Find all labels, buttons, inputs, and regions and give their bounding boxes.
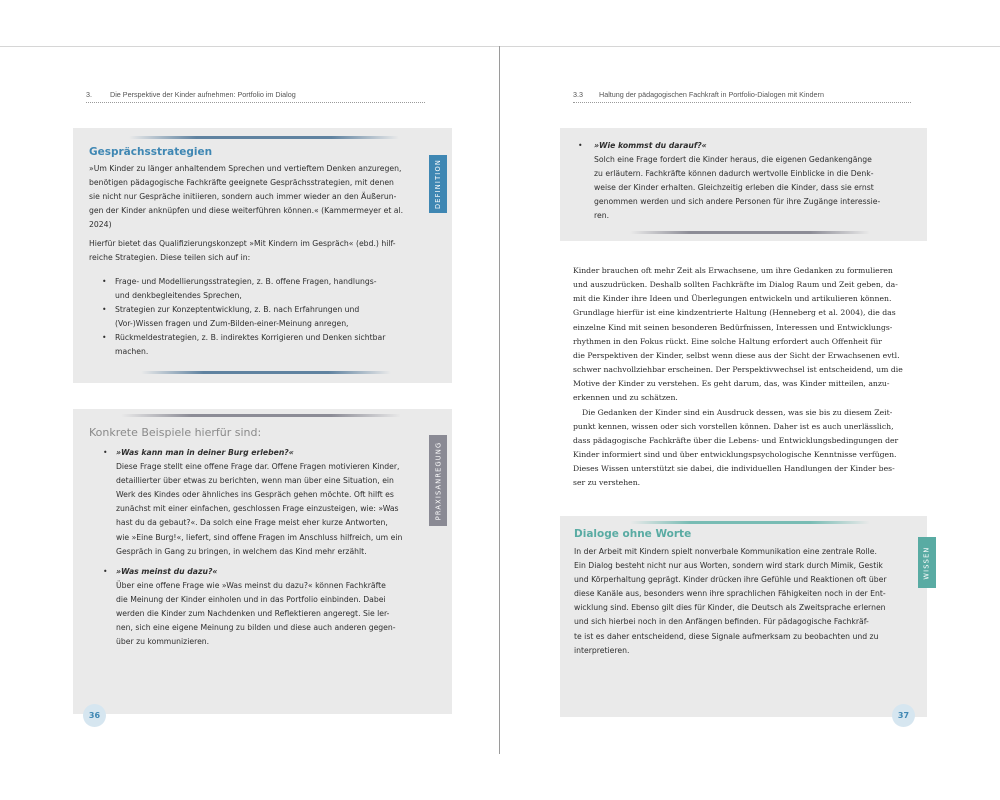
text-line: • Rückmeldestrategien, z. B. indirektes Korrigieren und Denken sichtbar <box>115 333 386 343</box>
list-item <box>101 565 402 650</box>
text-line: 2024) <box>89 220 112 230</box>
list-item <box>100 303 385 331</box>
practice-title: Konkrete Beispiele hierfür sind: <box>89 426 262 439</box>
continued-example <box>574 139 880 224</box>
text-line: und Körperhaltung geprägt. Kinder drücken ihre Gefühle und Reaktionen oft über <box>574 575 887 585</box>
list-item <box>574 139 880 224</box>
text-line: In der Arbeit mit Kindern spielt nonverbale Kommunikation eine zentrale Rolle. <box>574 547 877 556</box>
text-line: »Um Kinder zu länger anhaltendem Sprechen und vertieftem Denken anzuregen, <box>89 164 402 173</box>
text-line: detaillierter über etwas zu berichten, wenn man über eine Situation, ein <box>116 476 394 486</box>
practice-tag <box>429 435 447 526</box>
knowledge-box <box>560 516 927 717</box>
text-line: reiche Strategien. Diese teilen sich auf in: <box>89 253 251 263</box>
text-line: Grundlage hierfür ist eine kindzentrierte Haltung (Henneberg et al. 2004), die das <box>573 308 896 318</box>
practice-box <box>73 409 452 714</box>
text-line: (Vor-)Wissen fragen und Zum-Bilden-einer-Meinung anregen, <box>115 319 349 329</box>
text-line: einzelne Kind mit seinen besonderen Bedürfnissen, Interessen und Entwicklungs- <box>573 322 893 332</box>
text-line: zunächst mit einer einfachen, geschlossen Frage einzusteigen, wie: »Was <box>116 504 399 514</box>
decorative-rule <box>121 414 401 417</box>
text-line: zu erläutern. Fachkräfte können dadurch wertvolle Einblicke in die Denk- <box>594 169 874 179</box>
decorative-rule <box>630 521 870 524</box>
example-question: • »Wie kommst du darauf?« <box>594 141 707 150</box>
section-number: 3.3 <box>573 90 583 99</box>
text-line: und denkbegleitendes Sprechen, <box>115 291 242 301</box>
definition-quote <box>89 162 403 232</box>
text-line: machen. <box>115 347 149 357</box>
text-line: über zu kommunizieren. <box>116 637 210 647</box>
list-item <box>100 331 385 359</box>
example-list <box>101 446 402 649</box>
text-line: hast du da gebaut?«. Da solch eine Frage meist eher kurze Antworten, <box>116 518 388 528</box>
text-line: benötigen pädagogische Fachkräfte geeignete Gesprächsstrategien, mit denen <box>89 178 394 188</box>
definition-box <box>73 128 452 383</box>
text-line: die Meinung der Kinder einholen und in das Portfolio einbinden. Dabei <box>116 594 386 604</box>
text-line: ser zu verstehen. <box>573 478 641 488</box>
tag-label: DEFINITION <box>434 159 443 209</box>
text-line: Diese Frage stellt eine offene Frage dar. Offene Fragen motivieren Kinder, <box>116 462 400 472</box>
tag-label: WISSEN <box>923 545 932 580</box>
strategy-list <box>100 275 385 360</box>
text-line: ren. <box>594 211 610 221</box>
text-line: nen, sich eine eigene Meinung zu bilden und diese auch anderen gegen- <box>116 623 396 633</box>
running-head-right <box>573 90 911 103</box>
text-line: Werk des Kindes oder ähnliches ins Gespräch gehen möchte. Oft hilft es <box>116 490 394 500</box>
list-item <box>100 275 385 303</box>
text-line: Die Gedanken der Kinder sind ein Ausdruck dessen, was sie bis zu diesem Zeit- <box>582 407 893 417</box>
text-line: • Strategien zur Konzeptentwicklung, z. B. nach Erfahrungen und <box>115 305 360 315</box>
page-number-left: 36 <box>83 704 106 727</box>
text-line: diese Kanäle aus, besonders wenn ihre sprachlichen Fähigkeiten noch in der Ent- <box>574 589 886 599</box>
text-line: wie »Eine Burg!«, liefert, sind offene Fragen im Anschluss hilfreich, um ein <box>116 532 403 542</box>
page-number-right: 37 <box>892 704 915 727</box>
knowledge-text <box>574 545 887 658</box>
definition-title: Gesprächsstrategien <box>89 146 213 158</box>
body-text <box>573 264 903 491</box>
text-line: Kinder brauchen oft mehr Zeit als Erwachsene, um ihre Gedanken zu formulieren <box>573 266 893 275</box>
chapter-title: Die Perspektive der Kinder aufnehmen: Portfolio im Dialog <box>110 90 296 99</box>
list-item <box>101 446 402 559</box>
knowledge-tag <box>918 537 936 588</box>
example-question: • »Was meinst du dazu?« <box>116 566 218 576</box>
example-question: • »Was kann man in deiner Burg erleben?« <box>116 448 294 457</box>
decorative-rule <box>129 136 399 139</box>
text-line: weise der Kinder erhalten. Gleichzeitig erleben die Kinder, dass sie ernst <box>594 183 874 193</box>
chapter-number: 3. <box>86 90 92 99</box>
text-line: Motive der Kinder zu verstehen. Es geht darum, das, was Kinder mitteilen, anzu- <box>573 379 890 389</box>
text-line: gen der Kinder anknüpfen und diese weiterführen können.« (Kammermeyer et al. <box>89 206 404 216</box>
text-line: • Frage- und Modellierungsstrategien, z. B. offene Fragen, handlungs- <box>115 277 377 286</box>
text-line: mit die Kinder ihre Ideen und Überlegungen entwickeln und artikulieren können. <box>573 294 892 304</box>
text-line: genommen werden und sich andere Personen für ihre Zugänge interessie- <box>594 197 881 207</box>
section-title: Haltung der pädagogischen Fachkraft in Portfolio-Dialogen mit Kindern <box>599 90 824 99</box>
text-line: und sich hierbei noch in den Anfängen befinden. Für pädagogische Fachkräf- <box>574 617 869 627</box>
text-line: sie nicht nur Gespräche initiieren, sondern auch immer wieder an den Äußerun- <box>89 192 397 202</box>
text-line: Dieses Wissen unterstützt sie dabei, die individuellen Handlungen der Kinder bes- <box>573 464 895 474</box>
decorative-rule <box>630 231 870 234</box>
text-line: Ein Dialog besteht nicht nur aus Worten, sondern wird stark durch Mimik, Gestik <box>574 561 883 571</box>
text-line: Kinder informiert sind und über entwicklungspsychologische Kenntnisse verfügen. <box>573 450 897 460</box>
definition-intro <box>89 237 396 265</box>
text-line: te ist es daher entscheidend, diese Signale aufmerksam zu beobachten und zu <box>574 631 879 641</box>
text-line: werden die Kinder zum Nachdenken und Reflektieren angeregt. Sie ler- <box>116 609 390 619</box>
text-line: dass pädagogische Fachkräfte über die Lebens- und Entwicklungsbedingungen der <box>573 435 899 445</box>
text-line: Hierfür bietet das Qualifizierungskonzept »Mit Kindern im Gespräch« (ebd.) hilf- <box>89 239 396 248</box>
knowledge-title: Dialoge ohne Worte <box>574 528 692 540</box>
text-line: Gespräch in Gang zu bringen, in welchem das Kind mehr erzählt. <box>116 546 367 556</box>
text-line: schwer nachvollziehbar erscheinen. Der Perspektivwechsel ist entscheidend, um die <box>573 365 903 375</box>
text-line: die Perspektiven der Kinder, selbst wenn diese aus der Sicht der Erwachsenen evtl. <box>573 350 900 360</box>
left-page <box>0 46 499 754</box>
text-line: Solch eine Frage fordert die Kinder heraus, die eigenen Gedankengänge <box>594 155 872 165</box>
practice-box-continued <box>560 128 927 241</box>
text-line: interpretieren. <box>574 645 630 655</box>
text-line: und auszudrücken. Deshalb sollten Fachkräfte im Dialog Raum und Zeit geben, da- <box>573 280 898 290</box>
text-line: rhythmen in den Fokus rückt. Eine solche Haltung erfordert auch Offenheit für <box>573 336 882 346</box>
running-head-left <box>86 90 425 103</box>
right-page <box>500 46 999 754</box>
decorative-rule <box>141 371 391 374</box>
text-line: punkt kennen, wissen oder sich vorstellen können. Daher ist es auch unerlässlich, <box>573 421 894 431</box>
tag-label: PRAXISANREGUNG <box>434 441 443 520</box>
text-line: Über eine offene Frage wie »Was meinst du dazu?« können Fachkräfte <box>116 580 386 590</box>
text-line: erkennen und zu schätzen. <box>573 393 678 403</box>
text-line: wicklung sind. Ebenso gilt dies für Kinder, die Deutsch als Zweitsprache erlernen <box>574 603 886 613</box>
definition-tag <box>429 155 447 213</box>
